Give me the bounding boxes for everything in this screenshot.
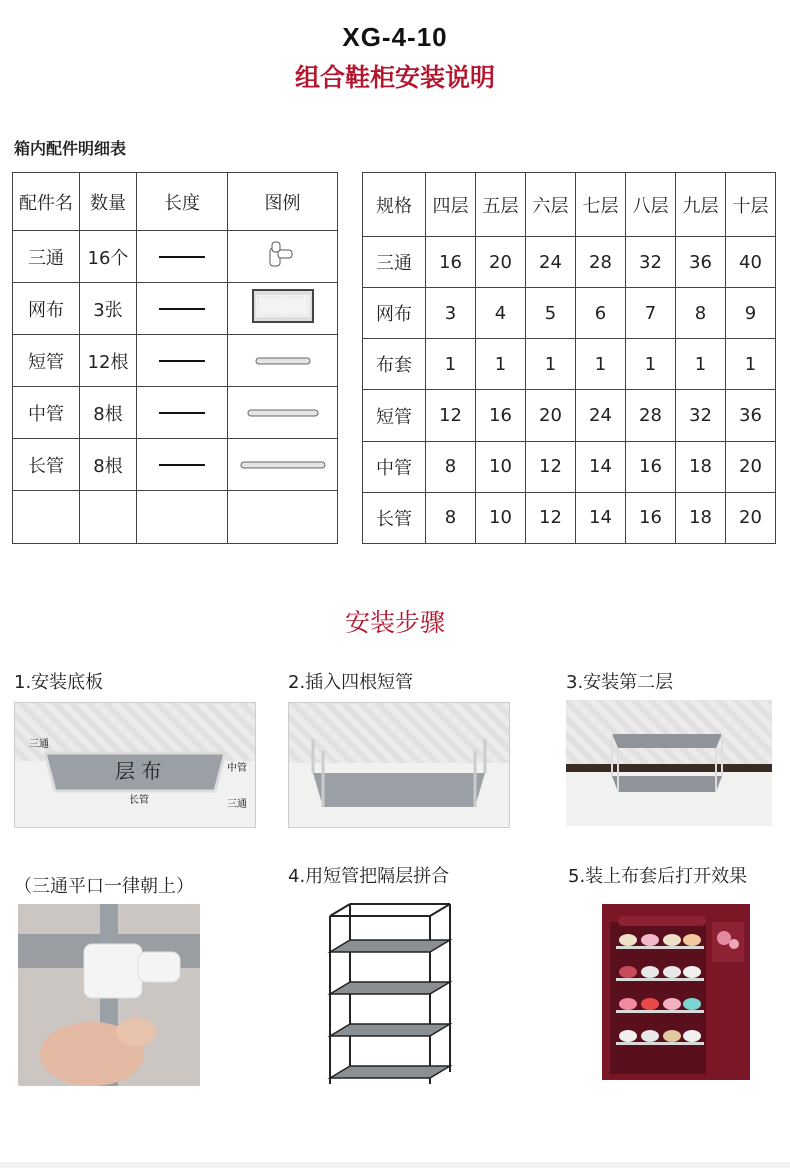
step-5-label: 5.装上布套后打开效果 <box>568 866 748 887</box>
spec-col-header: 六层 <box>526 173 576 237</box>
spec-col-header: 九层 <box>676 173 726 237</box>
step-2-label: 2.插入四根短管 <box>288 672 414 693</box>
spec-row <box>363 390 776 441</box>
part-name: 中管 <box>13 387 80 439</box>
spec-cell: 10 <box>476 441 526 492</box>
spec-cell: 1 <box>426 339 476 390</box>
five-tier-rack-illustration <box>320 896 460 1092</box>
covered-cabinet-illustration <box>596 896 756 1086</box>
spec-cell: 14 <box>576 492 626 543</box>
tee-label-left: 三通 <box>29 739 49 750</box>
page-title: 组合鞋柜安装说明 <box>294 63 495 92</box>
spec-row <box>363 237 776 288</box>
model-number: XG-4-10 <box>342 22 448 52</box>
part-qty: 8根 <box>80 439 137 491</box>
spec-cell: 3 <box>426 288 476 339</box>
spec-row-label: 长管 <box>363 492 426 543</box>
part-length <box>137 335 228 387</box>
long-tube-icon <box>240 460 326 470</box>
step-4-label: 4.用短管把隔层拼合 <box>288 866 450 887</box>
part-qty: 12根 <box>80 335 137 387</box>
spec-cell: 7 <box>626 288 676 339</box>
length-dash <box>159 412 205 414</box>
spec-cell: 16 <box>426 237 476 288</box>
part-name: 长管 <box>13 439 80 491</box>
cloth-label: 层 布 <box>115 759 162 783</box>
step-1-label: 1.安装底板 <box>14 672 104 693</box>
part-qty: 3张 <box>80 283 137 335</box>
spec-col-header: 十层 <box>726 173 776 237</box>
two-tier-shelf-illustration <box>566 700 772 826</box>
spec-cell: 20 <box>726 441 776 492</box>
length-dash <box>159 308 205 310</box>
spec-col-header: 规格 <box>363 173 426 237</box>
part-qty: 8根 <box>80 387 137 439</box>
part-length <box>137 283 228 335</box>
spec-cell: 16 <box>626 492 676 543</box>
spec-cell: 1 <box>676 339 726 390</box>
long-tube-label: 长管 <box>129 795 149 806</box>
spec-row <box>363 339 776 390</box>
spec-cell: 40 <box>726 237 776 288</box>
tee-connector-illustration <box>18 904 200 1086</box>
spec-cell: 20 <box>726 492 776 543</box>
spec-row <box>363 288 776 339</box>
spec-cell: 12 <box>526 492 576 543</box>
spec-cell: 28 <box>626 390 676 441</box>
spec-col-header: 八层 <box>626 173 676 237</box>
spec-row-label: 布套 <box>363 339 426 390</box>
parts-col-length: 长度 <box>137 173 228 231</box>
spec-cell: 28 <box>576 237 626 288</box>
spec-table <box>362 172 776 544</box>
spec-cell: 1 <box>526 339 576 390</box>
spec-cell: 1 <box>576 339 626 390</box>
part-qty: 16个 <box>80 231 137 283</box>
spec-row <box>363 492 776 543</box>
spec-row-label: 中管 <box>363 441 426 492</box>
spec-cell: 32 <box>626 237 676 288</box>
empty-cell <box>80 491 137 544</box>
part-legend <box>228 283 338 335</box>
spec-cell: 24 <box>576 390 626 441</box>
steps-heading: 安装步骤 <box>344 608 445 637</box>
spec-cell: 18 <box>676 492 726 543</box>
spec-cell: 36 <box>676 237 726 288</box>
tee-orientation-note: （三通平口一律朝上） <box>14 876 194 897</box>
spec-cell: 12 <box>526 441 576 492</box>
part-legend <box>228 335 338 387</box>
step-3-photo <box>566 700 772 826</box>
parts-table <box>12 172 338 544</box>
tee-closeup-photo <box>18 904 200 1086</box>
spec-cell: 1 <box>476 339 526 390</box>
spec-cell: 1 <box>626 339 676 390</box>
mesh-cloth-icon <box>252 289 314 323</box>
length-dash <box>159 464 205 466</box>
spec-header-row <box>363 173 776 237</box>
part-name: 短管 <box>13 335 80 387</box>
spec-cell: 20 <box>476 237 526 288</box>
part-name: 网布 <box>13 283 80 335</box>
spec-cell: 24 <box>526 237 576 288</box>
three-way-connector-icon <box>266 238 300 270</box>
spec-cell: 4 <box>476 288 526 339</box>
part-legend <box>228 231 338 283</box>
mid-tube-label: 中管 <box>227 763 247 774</box>
shelf-with-tubes-illustration <box>289 703 509 827</box>
medium-tube-icon <box>247 408 319 418</box>
short-tube-icon <box>255 356 311 366</box>
spec-cell: 14 <box>576 441 626 492</box>
empty-cell <box>13 491 80 544</box>
spec-col-header: 五层 <box>476 173 526 237</box>
step-3-label: 3.安装第二层 <box>566 672 674 693</box>
spec-row-label: 三通 <box>363 237 426 288</box>
spec-cell: 8 <box>426 441 476 492</box>
spec-cell: 9 <box>726 288 776 339</box>
length-dash <box>159 256 205 258</box>
part-length <box>137 439 228 491</box>
parts-col-legend: 图例 <box>228 173 338 231</box>
spec-cell: 1 <box>726 339 776 390</box>
part-legend <box>228 439 338 491</box>
empty-cell <box>137 491 228 544</box>
spec-cell: 36 <box>726 390 776 441</box>
part-length <box>137 231 228 283</box>
spec-cell: 16 <box>476 390 526 441</box>
parts-col-qty: 数量 <box>80 173 137 231</box>
parts-table-heading: 箱内配件明细表 <box>14 139 127 158</box>
spec-cell: 12 <box>426 390 476 441</box>
spec-row-label: 短管 <box>363 390 426 441</box>
part-name: 三通 <box>13 231 80 283</box>
spec-cell: 10 <box>476 492 526 543</box>
spec-col-header: 四层 <box>426 173 476 237</box>
spec-cell: 18 <box>676 441 726 492</box>
step-2-photo <box>288 702 510 828</box>
step-1-photo <box>14 702 256 828</box>
part-legend <box>228 387 338 439</box>
spec-cell: 8 <box>426 492 476 543</box>
spec-row <box>363 441 776 492</box>
empty-cell <box>228 491 338 544</box>
tee-label-right: 三通 <box>227 799 247 810</box>
part-length <box>137 387 228 439</box>
spec-cell: 16 <box>626 441 676 492</box>
parts-col-name: 配件名 <box>13 173 80 231</box>
length-dash <box>159 360 205 362</box>
spec-cell: 5 <box>526 288 576 339</box>
spec-row-label: 网布 <box>363 288 426 339</box>
spec-cell: 6 <box>576 288 626 339</box>
page-bottom-strip <box>0 1162 790 1168</box>
spec-cell: 20 <box>526 390 576 441</box>
spec-col-header: 七层 <box>576 173 626 237</box>
spec-cell: 8 <box>676 288 726 339</box>
spec-cell: 32 <box>676 390 726 441</box>
